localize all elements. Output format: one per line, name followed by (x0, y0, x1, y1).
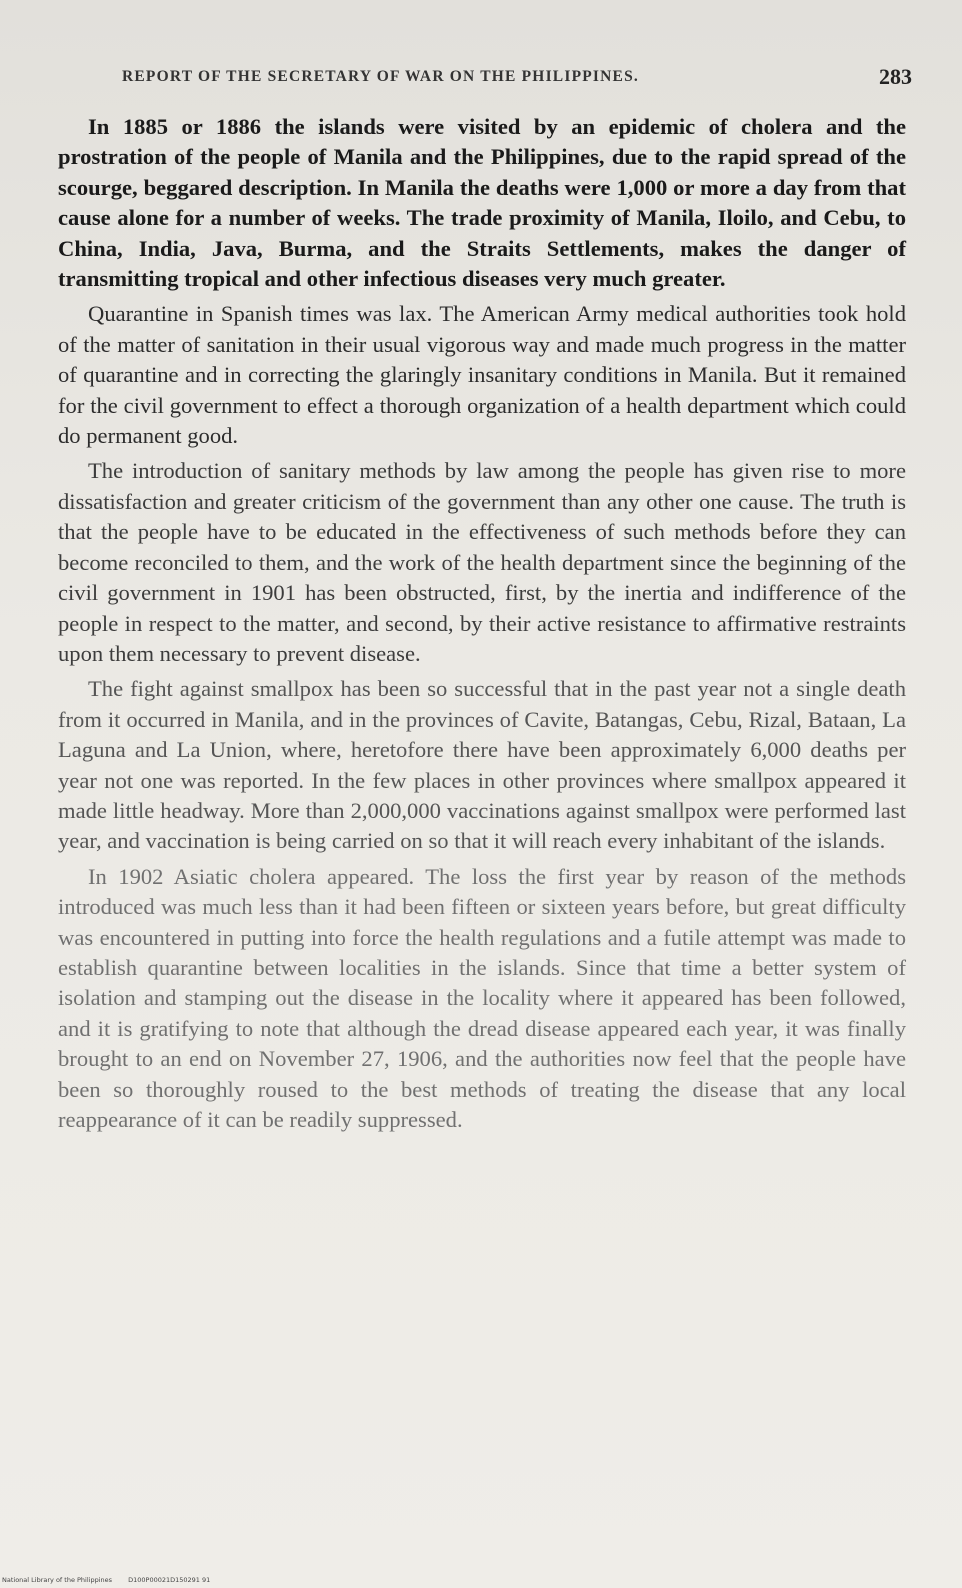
header-title: REPORT OF THE SECRETARY OF WAR ON THE PHILIPPINES. (122, 68, 639, 85)
paragraph-sanitary-methods: The introduction of sanitary methods by law among the people has given rise to more dissatisfaction and greater criticism of the government than any other one cause. The truth is that the people have to be educated in the effectiveness of such methods before they can become reconciled to them, and the work of the health department since the beginning of the civil government in 1901 has been obstructed, first, by the inertia and indifference of the people in respect to the matter, and second, by their active resistance to affirmative restraints upon them necessary to prevent disease. (58, 458, 906, 666)
paragraph-quarantine: Quarantine in Spanish times was lax. The American Army medical authorities took hold of the matter of sanitation in their usual vigorous way and made much progress in the matter of quarantine and in correcting the glaringly insanitary conditions in Manila. But it remained for the civil government to effect a thorough organization of a health department which could do permanent good. (58, 301, 906, 449)
footer-library: National Library of the Philippines (2, 1576, 113, 1584)
body-text (58, 112, 906, 1140)
paragraph-cholera-epidemic: In 1885 or 1886 the islands were visited by an epidemic of cholera and the prostration of the people of Manila and the Philippines, due to the rapid spread of the scourge, beggared description. In Manila the deaths were 1,000 or more a day from that cause alone for a number of weeks. The trade proximity of Manila, Iloilo, and Cebu, to China, India, Java, Burma, and the Straits Settlements, makes the danger of transmitting tropical and other infectious diseases very much greater. (58, 114, 906, 292)
footer-identifier: D100P00021D150291 91 (128, 1576, 211, 1584)
page-number: 283 (879, 64, 912, 89)
scan-footer (2, 1576, 224, 1584)
paragraph-smallpox: The fight against smallpox has been so successful that in the past year not a single death from it occurred in Manila, and in the provinces of Cavite, Batangas, Cebu, Rizal, Bataan, La Laguna and La Union, where, heretofore there have been approximately 6,000 deaths per year not one was reported. In the few places in other provinces where smallpox appeared it made little headway. More than 2,000,000 vaccinations against smallpox were performed last year, and vaccination is being carried on so that it will reach every inhabitant of the islands. (58, 676, 906, 854)
paragraph-asiatic-cholera: In 1902 Asiatic cholera appeared. The loss the first year by reason of the methods introduced was much less than it had been fifteen or sixteen years before, but great difficulty was encountered in putting into force the health regulations and a futile attempt was made to establish quarantine between localities in the islands. Since that time a better system of isolation and stamping out the disease in the locality where it appeared has been followed, and it is gratifying to note that although the dread disease appeared each year, it was finally brought to an end on November 27, 1906, and the authorities now feel that the people have been so thoroughly roused to the best methods of treating the disease that any local reappearance of it can be readily suppressed. (58, 863, 906, 1132)
running-header (122, 64, 912, 94)
